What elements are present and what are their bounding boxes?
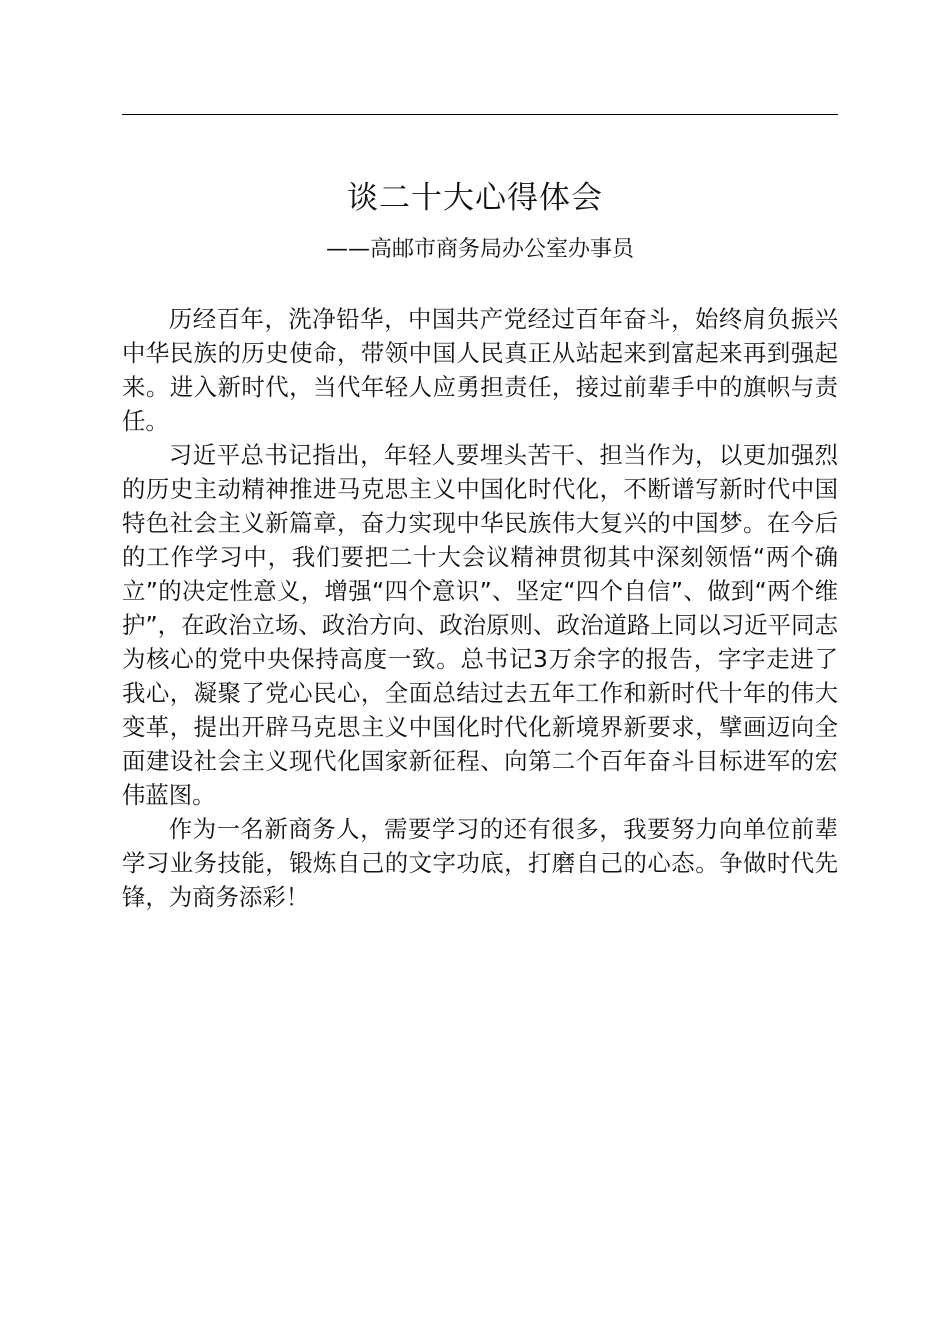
paragraph-1: 历经百年，洗净铅华，中国共产党经过百年奋斗，始终肩负振兴中华民族的历史使命，带领中国人民真正从站起来到富起来再到强起来。进入新时代，当代年轻人应勇担责任，接过前辈手中的旗帜与责任。 <box>122 305 838 435</box>
author-byline: ——高邮市商务局办公室办事员 <box>325 237 634 262</box>
body-text <box>122 302 838 914</box>
page-title: 谈二十大心得体会 <box>347 180 603 216</box>
paragraph-2: 习近平总书记指出，年轻人要埋头苦干、担当作为，以更加强烈的历史主动精神推进马克思主义中国化时代化，不断谱写新时代中国特色社会主义新篇章，奋力实现中华民族伟大复兴的中国梦。在今后的工作学习中，我们要把二十大会议精神贯彻其中深刻领悟“两个确立”的决定性意义，增强“四个意识”、坚定“四个自信”、做到“两个维护”，在政治立场、政治方向、政治原则、政治道路上同以习近平同志为核心的党中央保持高度一致。总书记3万余字的报告，字字走进了我心，凝聚了党心民心，全面总结过去五年工作和新时代十年的伟大变革，提出开辟马克思主义中国化时代化新境界新要求，擘画迈向全面建设社会主义现代化国家新征程、向第二个百年奋斗目标进军的宏伟蓝图。 <box>122 441 838 809</box>
header-rule <box>122 114 838 115</box>
paragraph-3: 作为一名新商务人，需要学习的还有很多，我要努力向单位前辈学习业务技能，锻炼自己的文字功底，打磨自己的心态。争做时代先锋，为商务添彩！ <box>122 815 838 911</box>
